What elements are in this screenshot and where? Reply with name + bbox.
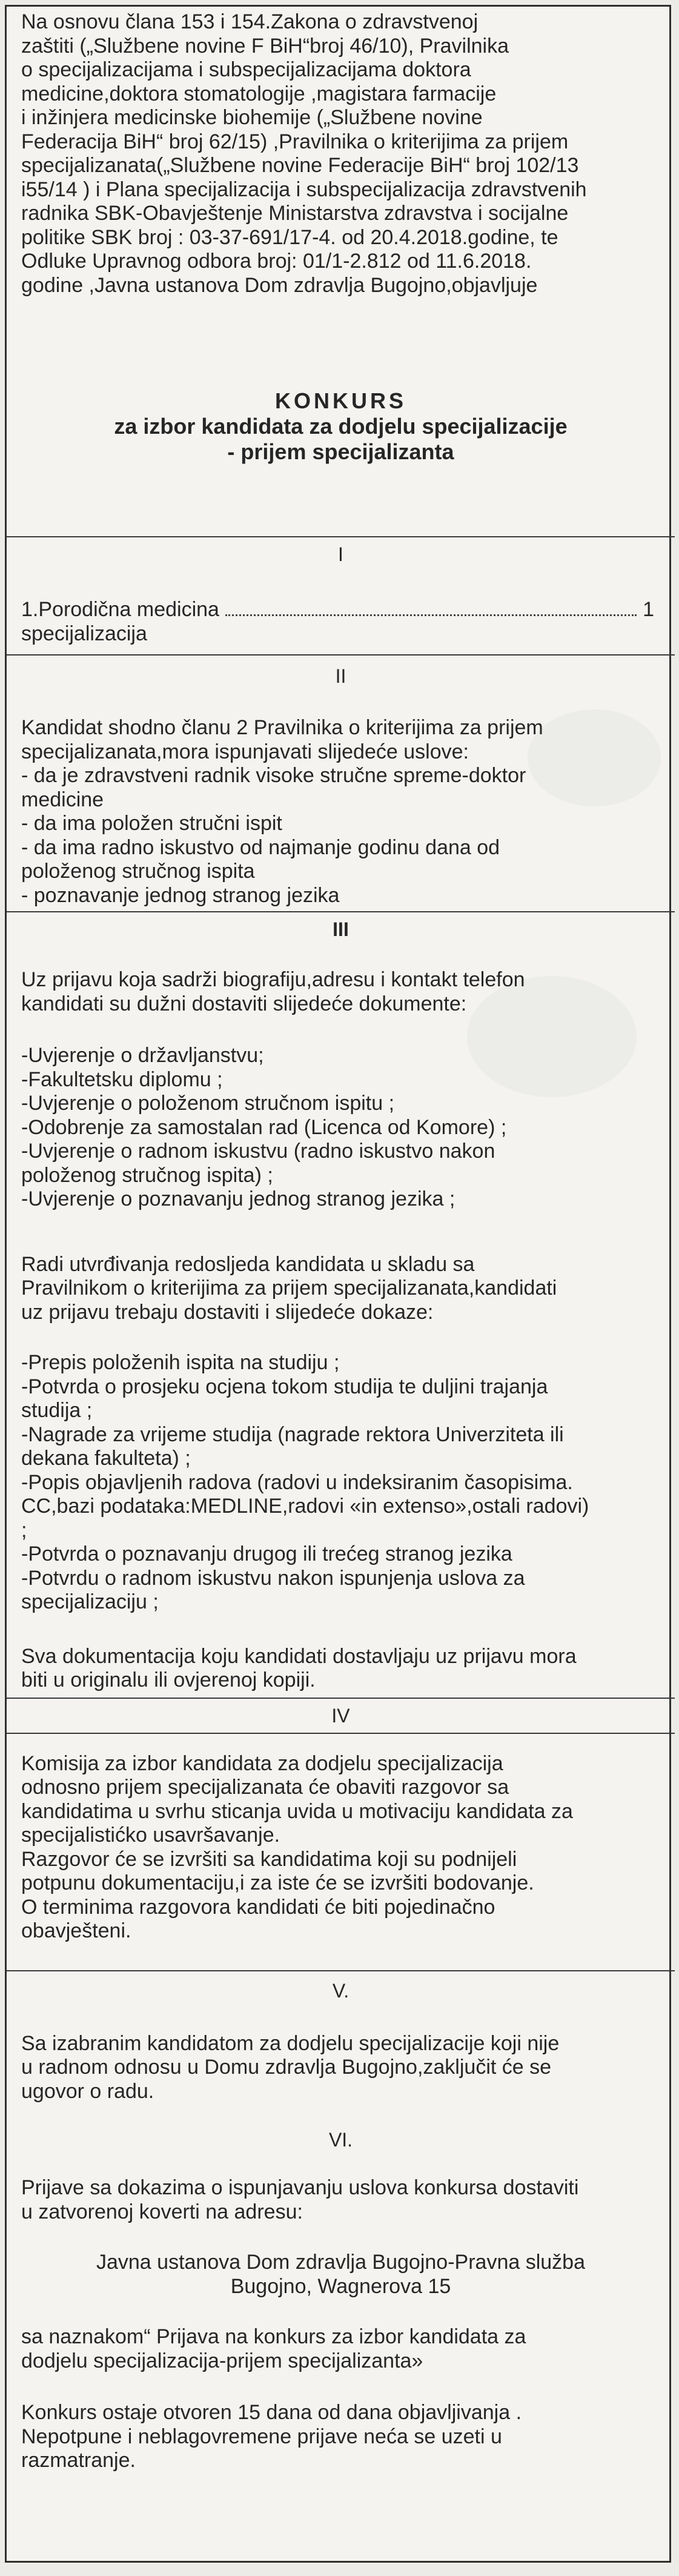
documents-list (21, 1044, 660, 1212)
position-item (21, 598, 660, 622)
proof-item: -Potvrda o poznavanju drugog ili trećeg stranog jezika (21, 1542, 512, 1565)
position-label-cont: specijalizacija (21, 622, 147, 645)
proof-item: ; (21, 1518, 27, 1542)
section-number: V. (332, 1979, 349, 2002)
condition-line: - da ima radno iskustvo od najmanje godinu dana od (21, 835, 500, 859)
text-line: Nepotpune i neblagovremene prijave neća se uzeti u (21, 2425, 502, 2448)
title-sub: za izbor kandidata za dodjelu specijalizacije (114, 414, 568, 439)
intro-paragraph (21, 10, 660, 297)
documentation-note (21, 1645, 660, 1693)
condition-line: specijalizanata,mora ispunjavati slijedeće uslove: (21, 740, 469, 763)
notice-content (21, 10, 660, 2473)
proofs-list (21, 1351, 660, 1615)
submission-intro (21, 2176, 660, 2224)
proof-item: dekana fakulteta) ; (21, 1447, 191, 1470)
address-line: Bugojno, Wagnerova 15 (230, 2274, 451, 2298)
text-line: sa naznakom“ Prijava na konkurs za izbor kandidata za (21, 2325, 526, 2348)
intro-line: o specijalizacijama i subspecijalizacijama doktora (21, 58, 471, 81)
text-line: Pravilnikom o kriterijima za prijem specijalizanata,kandidati (21, 1276, 557, 1300)
text-line: Prijave sa dokazima o ispunjavanju uslova konkursa dostaviti (21, 2176, 579, 2199)
text-line: Radi utvrđivanja redosljeda kandidata u skladu sa (21, 1252, 475, 1276)
text-line: dodjelu specijalizacija-prijem specijalizanta» (21, 2349, 423, 2372)
intro-line: i inžinjera medicinske biohemije („Službene novine (21, 106, 483, 129)
condition-line: položenog stručnog ispita (21, 860, 255, 883)
condition-line: Kandidat shodno članu 2 Pravilnika o kriterijima za prijem (21, 716, 543, 739)
text-line: obavješteni. (21, 1919, 131, 1942)
closing-paragraph (21, 2401, 660, 2473)
section-number: II (335, 665, 346, 687)
intro-line: radnika SBK-Obavještenje Ministarstva zdravstva i socijalne (21, 202, 569, 225)
section-number: VI. (328, 2129, 353, 2151)
proof-item: -Potvrdu o radnom iskustvu nakon ispunjenja uslova za (21, 1566, 525, 1590)
text-line: specijalistićko usavršavanje. (21, 1824, 280, 1847)
condition-line: - poznavanje jednog stranog jezika (21, 883, 340, 907)
envelope-note (21, 2325, 660, 2373)
interview-paragraph (21, 1752, 660, 1944)
document-item: -Odobrenje za samostalan rad (Licenca od Komore) ; (21, 1115, 507, 1139)
intro-line: i55/14 ) i Plana specijalizacija i subspecijalizacija zdravstvenih (21, 178, 587, 201)
intro-line: Federacija BiH“ broj 62/15) ,Pravilnika o kriterijima za prijem (21, 130, 569, 153)
documents-intro (21, 968, 660, 1016)
text-line: u radnom odnosu u Domu zdravlja Bugojno,zaključit će se (21, 2056, 552, 2079)
text-line: Konkurs ostaje otvoren 15 dana od dana objavljivanja . (21, 2401, 522, 2424)
text-line: u zatvorenoj koverti na adresu: (21, 2200, 303, 2223)
text-line: Sva dokumentacija koju kandidati dostavljaju uz prijavu mora (21, 1644, 577, 1668)
proof-item: -Prepis položenih ispita na studiju ; (21, 1351, 340, 1374)
text-line: odnosno prijem specijalizanata će obaviti razgovor sa (21, 1776, 509, 1799)
proof-item: studija ; (21, 1399, 93, 1422)
ranking-intro (21, 1253, 660, 1325)
notice-title (21, 388, 660, 465)
contract-paragraph (21, 2032, 660, 2104)
text-line: razmatranje. (21, 2449, 136, 2472)
notice-page (5, 5, 671, 2563)
title-main: KONKURS (274, 388, 406, 413)
proof-item: CC,bazi podataka:MEDLINE,radovi «in extenso»,ostali radovi) (21, 1495, 589, 1518)
document-item: -Uvjerenje o radnom iskustvu (radno iskustvo nakon (21, 1140, 495, 1163)
text-line: potpunu dokumentaciju,i za iste će se izvršiti bodovanje. (21, 1871, 534, 1894)
submission-address (21, 2251, 660, 2299)
text-line: kandidatima u svrhu sticanja uvida u motivaciju kandidata za (21, 1799, 573, 1823)
section-number: IV (331, 1704, 350, 1727)
proof-item: -Popis objavljenih radova (radovi u indeksiranim časopisima. (21, 1470, 573, 1494)
document-item: -Fakultetsku diplomu ; (21, 1067, 223, 1091)
intro-line: medicine,doktora stomatologije ,magistara farmacije (21, 82, 497, 105)
section-number: III (333, 918, 349, 940)
intro-line: zaštiti („Službene novine F BiH“broj 46/10), Pravilnika (21, 34, 509, 58)
text-line: uz prijavu trebaju dostaviti i slijedeće dokaze: (21, 1300, 434, 1324)
document-item: -Uvjerenje o poznavanju jednog stranog jezika ; (21, 1187, 455, 1210)
document-item: -Uvjerenje o državljanstvu; (21, 1044, 264, 1067)
text-line: biti u originalu ili ovjerenoj kopiji. (21, 1668, 316, 1691)
document-item: -Uvjerenje o položenom stručnom ispitu ; (21, 1092, 395, 1115)
conditions-list (21, 716, 660, 908)
document-item: položenog stručnog ispita) ; (21, 1163, 273, 1187)
text-line: kandidati su dužni dostaviti slijedeće dokumente: (21, 992, 467, 1015)
proof-item: -Potvrda o prosjeku ocjena tokom studija te duljini trajanja (21, 1375, 548, 1398)
text-line: Komisija za izbor kandidata za dodjelu specijalizacija (21, 1751, 503, 1775)
title-sub: - prijem specijalizanta (227, 439, 454, 464)
text-line: Razgovor će se izvršiti sa kandidatima koji su podnijeli (21, 1847, 517, 1871)
condition-line: medicine (21, 788, 104, 811)
intro-line: politike SBK broj : 03-37-691/17-4. od 20.4.2018.godine, te (21, 225, 558, 249)
dot-leader (225, 614, 637, 616)
position-label: 1.Porodična medicina (21, 598, 219, 621)
proof-item: -Nagrade za vrijeme studija (nagrade rektora Univerziteta ili (21, 1422, 564, 1446)
intro-line: godine ,Javna ustanova Dom zdravlja Bugojno,objavljuje (21, 273, 538, 297)
proof-item: specijalizaciju ; (21, 1590, 159, 1613)
intro-line: Na osnovu člana 153 i 154.Zakona o zdravstvenoj (21, 10, 479, 33)
condition-line: - da ima položen stručni ispit (21, 812, 282, 835)
condition-line: - da je zdravstveni radnik visoke stručne spreme-doktor (21, 764, 526, 787)
intro-line: Odluke Upravnog odbora broj: 01/1-2.812 od 11.6.2018. (21, 250, 532, 273)
text-line: Sa izabranim kandidatom za dodjelu specijalizacije koji nije (21, 2031, 560, 2055)
text-line: Uz prijavu koja sadrži biografiju,adresu i kontakt telefon (21, 968, 525, 991)
text-line: ugovor o radu. (21, 2079, 154, 2103)
section-number: I (338, 543, 343, 565)
address-line: Javna ustanova Dom zdravlja Bugojno-Pravna služba (96, 2251, 585, 2274)
position-count: 1 (643, 598, 654, 621)
text-line: O terminima razgovora kandidati će biti pojedinačno (21, 1895, 495, 1919)
intro-line: specijalizanata(„Službene novine Federacije BiH“ broj 102/13 (21, 154, 579, 177)
